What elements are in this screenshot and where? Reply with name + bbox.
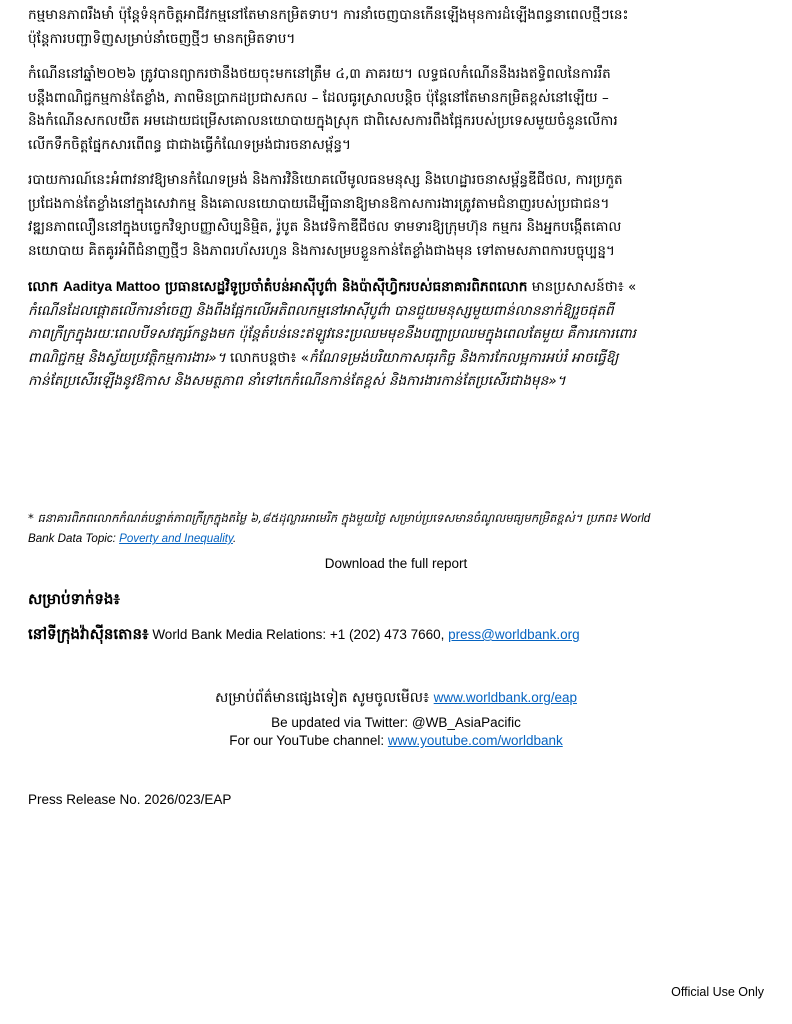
contact-location: នៅទីក្រុងវ៉ាស៊ីនតោន៖ bbox=[28, 625, 149, 643]
text-line: លើកទឹកចិត្តផ្នែកសារពើពន្ធ ជាជាងធ្វើកំណែទម្រង់ជារចនាសម្ព័ន្ធ។ bbox=[28, 136, 351, 153]
quote-segment: ពាណិជ្ជកម្ម និងស្វ័យប្រវត្តិកម្មការងារ»។ bbox=[28, 349, 226, 366]
quote-line: កាន់តែប្រសើរឡើងនូវឱកាស និងសមត្ថភាព នាំទៅកេកំណើនកាន់តែខ្ពស់ និងការងារកាន់តែប្រសើរជាងមុន»។ bbox=[28, 373, 566, 389]
download-report-link[interactable]: Download the full report bbox=[324, 556, 468, 571]
footnote-source-label: Bank Data Topic: bbox=[28, 532, 120, 545]
quote-line bbox=[28, 347, 763, 371]
footnote-end: . bbox=[232, 532, 237, 545]
quote-segment: កំណែទម្រង់បរិយាកាសធុរកិច្ច និងការកែលម្អការអប់រំ អាចធ្វើឱ្យ bbox=[308, 349, 619, 366]
footnote-text: * ធនាគារពិភពលោកកំណត់បន្ទាត់ភាពក្រីក្រក្នុងតម្លៃ ៦,៨៥ដុល្លារអាមេរិក ក្នុងមួយថ្ងៃ សម្រាប់ប្រទេសមានចំណូលមធ្យមកម្រិតខ្ពស់។ ប្រភព៖ bbox=[28, 511, 617, 525]
speaker-name: Aaditya Mattoo bbox=[62, 279, 161, 294]
speaker-title: ប្រធានសេដ្ឋវិទូប្រចាំតំបន់អាស៊ីបូព៌ា និងប៉ាស៊ីហ្វិករបស់ធនាគារពិភពលោក bbox=[160, 279, 528, 295]
paragraph-business-confidence bbox=[28, 4, 763, 51]
youtube-label: For our YouTube channel: bbox=[229, 733, 388, 748]
eap-website-link[interactable]: www.worldbank.org/eap bbox=[433, 690, 577, 705]
quote-intro: លោក bbox=[28, 279, 63, 295]
quote-line: ភាពក្រីក្រក្នុងរយៈពេលបីទសវត្សរ៍កន្លងមក ប៉ុន្តែតំបន់នេះឥឡូវនេះប្រឈមមុខនឹងបញ្ហាប្រឈមក្នុងពេលតែមួយ គឺការកោរពោរ bbox=[28, 326, 636, 342]
footnote-line bbox=[28, 508, 763, 529]
youtube-line bbox=[0, 733, 792, 748]
text-line: កំណើននៅឆ្នាំ២០២៦ ត្រូវបានព្យាករថានឹងថយចុះមកនៅត្រឹម ៤,៣ ភាគរយ។ លទ្ធផលកំណើននឹងរងឥទ្ធិពលនៃការរឹត bbox=[28, 66, 611, 82]
official-use-label: Official Use Only bbox=[671, 985, 764, 999]
text-line: នយោបាយ គិតគូរអំពីជំនាញថ្មីៗ និងភាពរហ័សរហួន និងការសម្របខ្លួនកាន់តែខ្លាំងជាងមុន ទៅតាមសភាពការបច្ចុប្បន្ន។ bbox=[28, 242, 615, 259]
text-line: និងកំណើនសកលយឺត អមដោយជម្រើសគោលនយោបាយក្នុងស្រុក ជាពិសេសការពឹងផ្អែករបស់ប្រទេសមួយចំនួនលើការ bbox=[28, 113, 618, 129]
text-line: ប៉ុន្តែការបញ្ជាទិញសម្រាប់នាំចេញថ្មីៗ មានកម្រិតទាប។ bbox=[28, 30, 296, 47]
quote-mid: លោកបន្តថា៖ « bbox=[225, 349, 309, 366]
text-line: របាយការណ៍នេះអំពាវនាវឱ្យមានកំណែទម្រង់ និងការវិនិយោគលើមូលធនមនុស្ស និងហេដ្ឋារចនាសម្ព័ន្ធឌីជីថល, ការប្រកួត bbox=[28, 172, 623, 188]
youtube-channel-link[interactable]: www.youtube.com/worldbank bbox=[387, 733, 563, 748]
media-relations-text: World Bank Media Relations: +1 (202) 473 7660, bbox=[148, 627, 449, 642]
contact-line bbox=[28, 625, 580, 647]
press-release-number: Press Release No. 2026/023/EAP bbox=[28, 792, 232, 807]
paragraph-quote bbox=[28, 275, 763, 394]
text-line: កម្មមានភាពរឹងមាំ ប៉ុន្តែទំនុកចិត្តអាជីវកម្មនៅតែមានកម្រិតទាប។ ការនាំចេញបានកើនឡើងមុនការដំឡើងពន្ធនាពេលថ្មីៗនេះ bbox=[28, 7, 629, 23]
press-release-body bbox=[28, 4, 763, 406]
text-line: បន្តឹងពាណិជ្ជកម្មកាន់តែខ្លាំង, ភាពមិនប្រាកដប្រជាសកល – ដែលធូរស្រាលបន្តិច ប៉ុន្តែនៅតែមានកម្រិតខ្ពស់នៅឡើយ – bbox=[28, 89, 609, 106]
footnote-line bbox=[28, 529, 763, 549]
more-info-label: សម្រាប់ព័ត៌មានផ្សេងទៀត សូមចូលមើល៖ bbox=[215, 690, 434, 706]
contact-heading: សម្រាប់ទាក់ទង៖ bbox=[28, 590, 120, 608]
poverty-inequality-link[interactable]: Poverty and Inequality bbox=[119, 532, 233, 545]
more-info-line bbox=[0, 688, 792, 709]
press-email-link[interactable]: press@worldbank.org bbox=[448, 627, 580, 642]
footnote bbox=[28, 508, 763, 549]
text-line: ប្រជែងកាន់តែខ្លាំងនៅក្នុងសេវាកម្ម និងគោលនយោបាយដើម្បីធានាឱ្យមានឱកាសការងារត្រូវតាមជំនាញរបស់ប្រជាជន។ bbox=[28, 195, 610, 212]
quote-attribution bbox=[28, 275, 763, 300]
twitter-line: Be updated via Twitter: @WB_AsiaPacific bbox=[271, 715, 521, 730]
paragraph-growth-forecast bbox=[28, 63, 763, 157]
quote-said: មានប្រសាសន៍ថា៖ « bbox=[527, 279, 637, 295]
footnote-source-word: World bbox=[616, 512, 651, 525]
quote-line: កំណើនដែលផ្តោតលើការនាំចេញ និងពឹងផ្អែកលើអតិពលកម្មនៅអាស៊ីបូព៌ា បានជួយមនុស្សមួយពាន់លាននាក់ឱ្យរួចផុតពី bbox=[28, 302, 614, 319]
text-line: វឌ្ឍនភាពលឿននៅក្នុងបច្ចេកវិទ្យាបញ្ញាសិប្បនិម្មិត, រ៉ូបូត និងវេទិកាឌីជីថល ទាមទារឱ្យក្រុមហ៊ុន កម្មករ និងអ្នកបង្កើតគោល bbox=[28, 219, 622, 235]
paragraph-reform-call bbox=[28, 169, 763, 263]
